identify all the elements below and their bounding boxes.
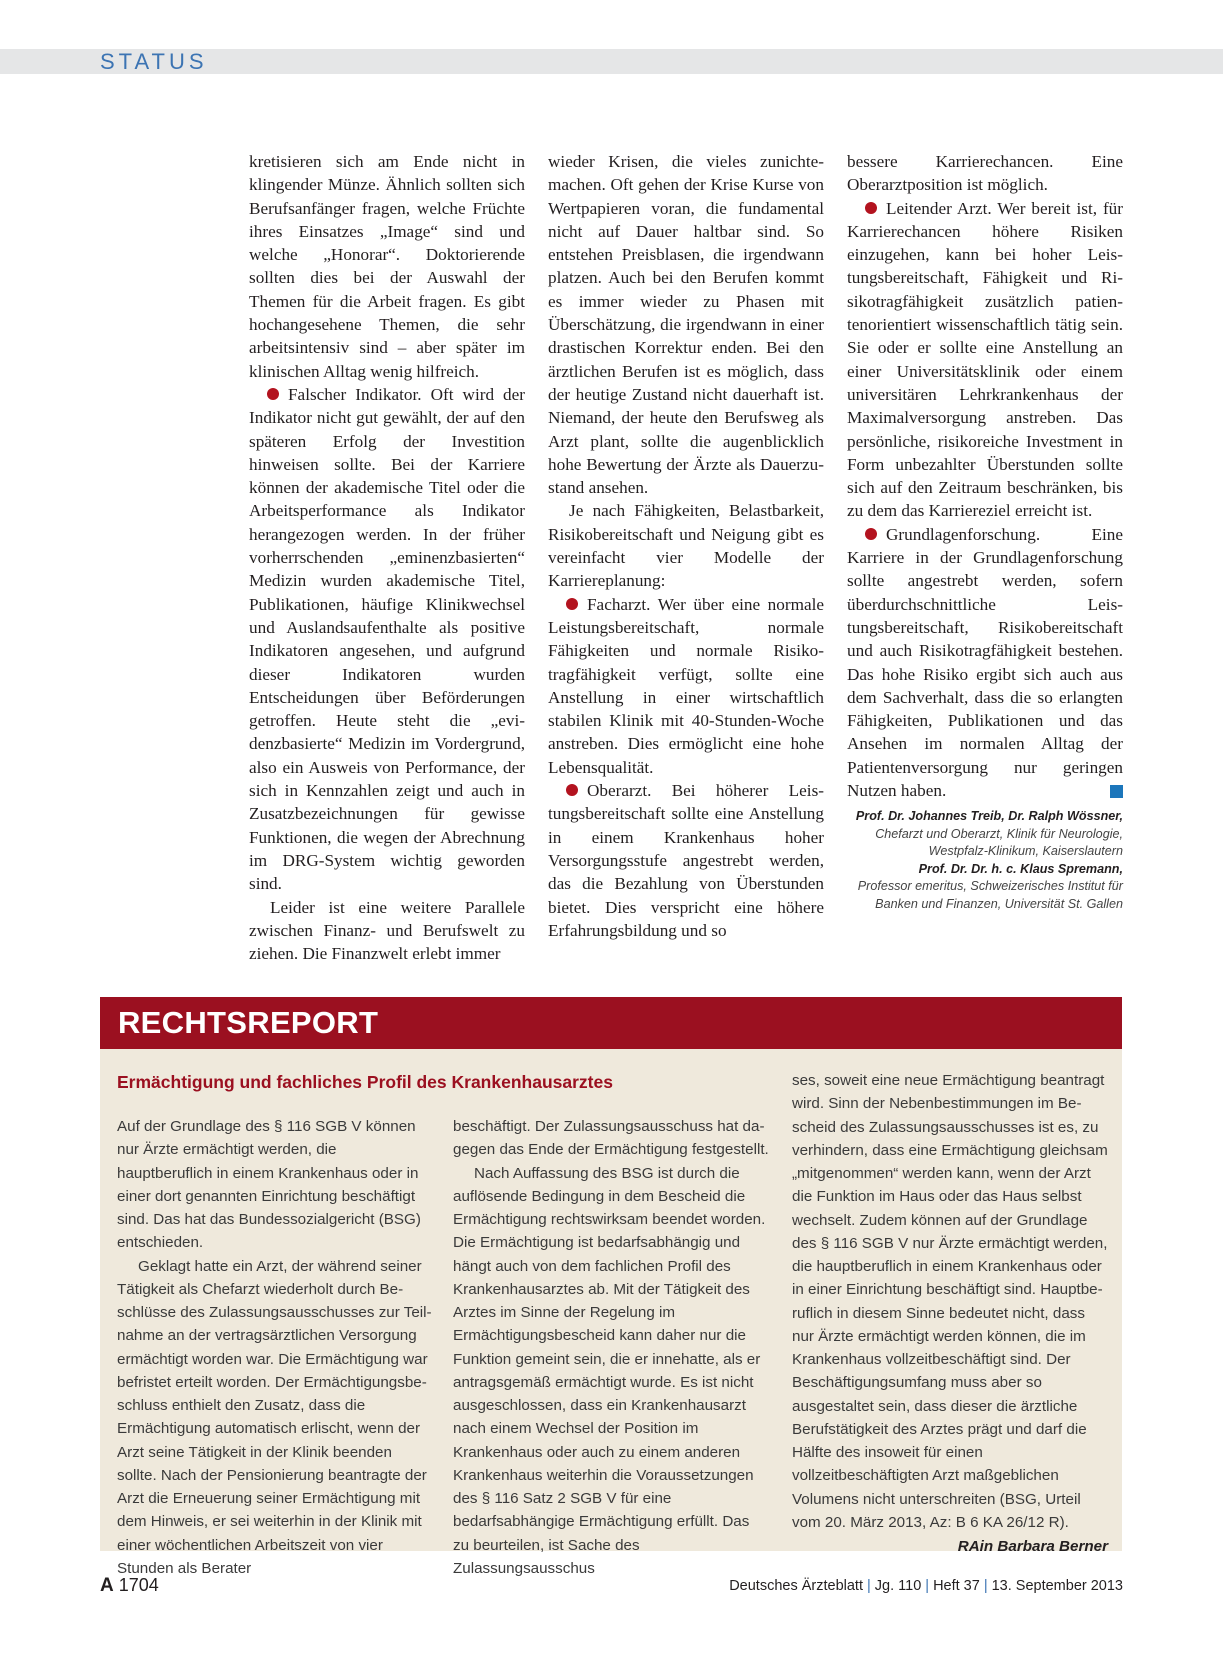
report-paragraph: Auf der Grundlage des § 116 SGB V können nur Ärzte ermächtigt werden, die hauptberuflich in einem Krankenhaus oder in einer dort genannten Einrichtung beschäftigt sind. Das hat das Bundessozialgericht (BSG) entschieden. [117,1118,421,1252]
page-number: A 1704 [100,1575,159,1596]
journal-name: Deutsches Ärzteblatt [729,1578,863,1594]
author-block [847,808,1123,913]
report-signature: RAin Barbara Berner [957,1538,1108,1555]
article-paragraph: Grundlagenforschung. Eine Karriere in der Grundlagenforschung sollte angestrebt werden, sofern überdurchschnittliche Leistungsbereitschaft, Risikobereitschaft und auch Risikotragfähigkeit bestehen. Das hohe Risiko ergibt sich auch aus dem Sachverhalt, dass die so erlangten Fähigkeiten, Publikationen und das Ansehen im normalen Alltag der Patientenversorgung nur geringen Nutzen haben. [847,524,1123,801]
bullet-icon [566,598,578,610]
report-paragraph: ses, soweit eine neue Ermächtigung beantragt wird. Sinn der Nebenbestimmungen im Bescheid des Zulassungsausschusses ist es, zu verhindern, dass eine Ermächtigung gleichsam „mitgenommen“ werden kann, wenn der Arzt die Funktion im Haus oder das Haus selbst wechselt. Zudem können auf der Grundlage des § 116 SGB V nur Ärzte ermächtigt werden, die hauptberuflich in einem Krankenhaus oder in einer Einrichtung beschäftigt sind. Hauptberuflich in diesem Sinne bedeutet nicht, dass nur Ärzte ermächtigt werden können, die im Krankenhaus vollzeitbeschäftigt sind. Der Beschäftigungsumfang muss aber so ausgestaltet sein, dass dieser die ärztliche Berufstätigkeit des Arztes prägt und darf die Hälfte des insoweit für einen vollzeitbeschäftigten Arzt maßgeblichen Volumens nicht unterschreiten (BSG, Urteil vom 20. März 2013, Az: B 6 KA 26/12 R). [792,1072,1108,1531]
rechtsreport-title: RECHTSREPORT [118,1005,379,1040]
end-mark-icon [1110,785,1123,798]
journal-issue: Heft 37 [933,1578,980,1594]
author-names: Prof. Dr. Johannes Treib, Dr. Ralph Wössner, [855,809,1123,824]
section-label: STATUS [100,49,208,74]
report-column-1 [117,1115,433,1580]
author-affiliation: Westpfalz-Klinikum, Kaiserslautern [928,844,1123,859]
author-affiliation: Professor emeritus, Schweizerisches Institut für [857,879,1123,894]
bullet-icon [865,202,877,214]
report-paragraph: beschäftigt. Der Zulassungsausschuss hat dagegen das Ende der Ermächtigung festgestellt. [453,1118,769,1159]
rechtsreport-header [100,997,1122,1049]
article-paragraph: Leider ist eine weitere Parallele zwischen Finanz- und Berufswelt zu ziehen. Die Finanzwelt erlebt immer [249,897,525,964]
author-names: Prof. Dr. Dr. h. c. Klaus Spremann, [918,861,1123,876]
rechtsreport-subtitle: Ermächtigung und fachliches Profil des Krankenhausarztes [117,1072,613,1092]
article-paragraph: Falscher Indikator. Oft wird der Indikator nicht gut gewählt, der auf den späteren Erfolg der Investition hinweisen sollte. Bei der Karriere können der akademische Titel oder die Arbeitsperformance als Indikator herangezogen werden. In der früher vorherrschenden „eminenzbasierten“ Medizin wurden akademische Titel, Publikationen, häufige Klinikwechsel und Auslandsaufenthalte als positive Indikatoren angesehen, und aufgrund dieser Indikatoren wurden Entscheidungen über Beförderungen getroffen. Heute steht die „evidenzbasierte“ Medizin im Vordergrund, also ein Ausweis von Performance, der sich in Kennzahlen zeigt und auch in Zusatzbezeichnungen für gewisse Funktionen, die wegen der Abrechnung im DRG-System wichtig geworden sind. [249,384,525,894]
author-affiliation: Banken und Finanzen, Universität St. Gallen [875,896,1123,911]
article-column-3 [847,150,1123,913]
report-paragraph: Nach Auffassung des BSG ist durch die auflösende Bedingung in dem Bescheid die Ermächtigung rechtswirksam beendet worden. Die Ermächtigung ist bedarfsabhängig und hängt auch von dem fachlichen Profil des Krankenhausarztes ab. Mit der Tätigkeit des Arztes im Sinne der Regelung im Ermächtigungsbescheid kann daher nur die Funktion gemeint sein, die er innehatte, als er antragsgemäß ermächtigt wurde. Es ist nicht ausgeschlossen, dass ein Krankenhausarzt nach einem Wechsel der Position im Krankenhaus oder auch zu einem anderen Krankenhaus weiterhin die Voraussetzungen des § 116 Satz 2 SGB V für eine bedarfsabhängige Ermächtigung erfüllt. Das zu beurteilen, ist Sache des Zulassungsausschus [453,1164,766,1577]
article-paragraph: bessere Karrierechancen. Eine Oberarztposition ist möglich. [847,152,1123,195]
article-paragraph: Leitender Arzt. Wer bereit ist, für Karrierechancen höhere Risiken einzugehen, kann bei hoher Leistungsbereitschaft, Fähigkeit und Risikotragfähigkeit zusätzlich patientenorientiert wissenschaftlich tätig sein. Sie oder er sollte eine Anstellung an einer Universitätsklinik oder einem universitären Lehrkrankenhaus der Maximalversorgung anstreben. Das persönliche, risikoreiche Investment in Form unbezahlter Überstunden sollte sich auf den Zeitraum beschränken, bis zu dem das Karriereziel erreicht ist. [847,198,1123,521]
article-paragraph: Je nach Fähigkeiten, Belastbarkeit, Risikobereitschaft und Neigung gibt es vereinfacht vier Modelle der Karriereplanung: [548,501,824,591]
report-column-2 [453,1115,769,1580]
report-column-3 [792,1069,1108,1558]
journal-info: Deutsches Ärzteblatt | Jg. 110 | Heft 37 | 13. September 2013 [729,1578,1123,1594]
article-paragraph: kretisieren sich am Ende nicht in klingender Münze. Ähnlich sollten sich Berufsanfänger fragen, welche Früchte ihres Einsatzes „Image“ sind und welche „Honorar“. Doktorierende sollten dies bei der Auswahl der Themen für die Arbeit fragen. Es gibt hochangesehene Themen, die sehr arbeitsintensiv sind – aber später im klinischen Alltag wenig hilfreich. [249,152,525,381]
article-column-1 [249,150,525,965]
bullet-icon [566,784,578,796]
author-affiliation: Chefarzt und Oberarzt, Klinik für Neurologie, [875,826,1123,841]
article-paragraph: Oberarzt. Bei höherer Leistungsbereitschaft sollte eine Anstellung in einem Krankenhaus hoher Versorgungsstufe angestrebt werden, das die Bezahlung von Überstunden bietet. Dies verspricht eine höhere Erfahrungsbildung und so [548,781,824,940]
journal-date: 13. September 2013 [991,1578,1123,1594]
rechtsreport-box [100,997,1122,1577]
article-paragraph: Facharzt. Wer über eine normale Leistungsbereitschaft, normale Fähigkeiten und normale Risikotragfähigkeit verfügt, sollte eine Anstellung in einer wirtschaftlich stabilen Klinik mit 40-Stunden-Woche anstreben. Dies ermöglicht eine hohe Lebensqualität. [548,594,824,777]
bullet-icon [267,388,279,400]
article-column-2 [548,150,824,942]
bullet-icon [865,528,877,540]
article-paragraph: wieder Krisen, die vieles zunichtemachen. Oft gehen der Krise Kurse von Wertpapieren voran, die fundamental nicht auf Dauer haltbar sind. So entstehen Preisblasen, die irgendwann platzen. Auch bei den Berufen kommt es immer wieder zu Phasen mit Überschätzung, die irgendwann in einer drastischen Korrektur enden. Bei den ärztlichen Berufen ist es möglich, dass der heutige Zustand nicht dauerhaft ist. Niemand, der heute den Berufsweg als Arzt plant, sollte die augenblicklich hohe Bewertung der Ärzte als Dauerzustand ansehen. [548,152,824,498]
report-paragraph: Geklagt hatte ein Arzt, der während seiner Tätigkeit als Chefarzt wiederholt durch Beschlüsse des Zulassungsausschusses zur Teilnahme an der vertragsärztlichen Versorgung ermächtigt worden war. Die Ermächtigung war befristet erteilt worden. Der Ermächtigungsbeschluss enthielt den Zusatz, dass die Ermächtigung automatisch erlischt, wenn der Arzt seine Tätigkeit in der Klinik beenden sollte. Nach der Pensionierung beantragte der Arzt die Erneuerung seiner Ermächtigung mit dem Hinweis, er sei weiterhin in der Klinik mit einer wöchentlichen Arbeitszeit von vier Stunden als Berater [117,1257,432,1577]
journal-volume: Jg. 110 [874,1578,922,1594]
